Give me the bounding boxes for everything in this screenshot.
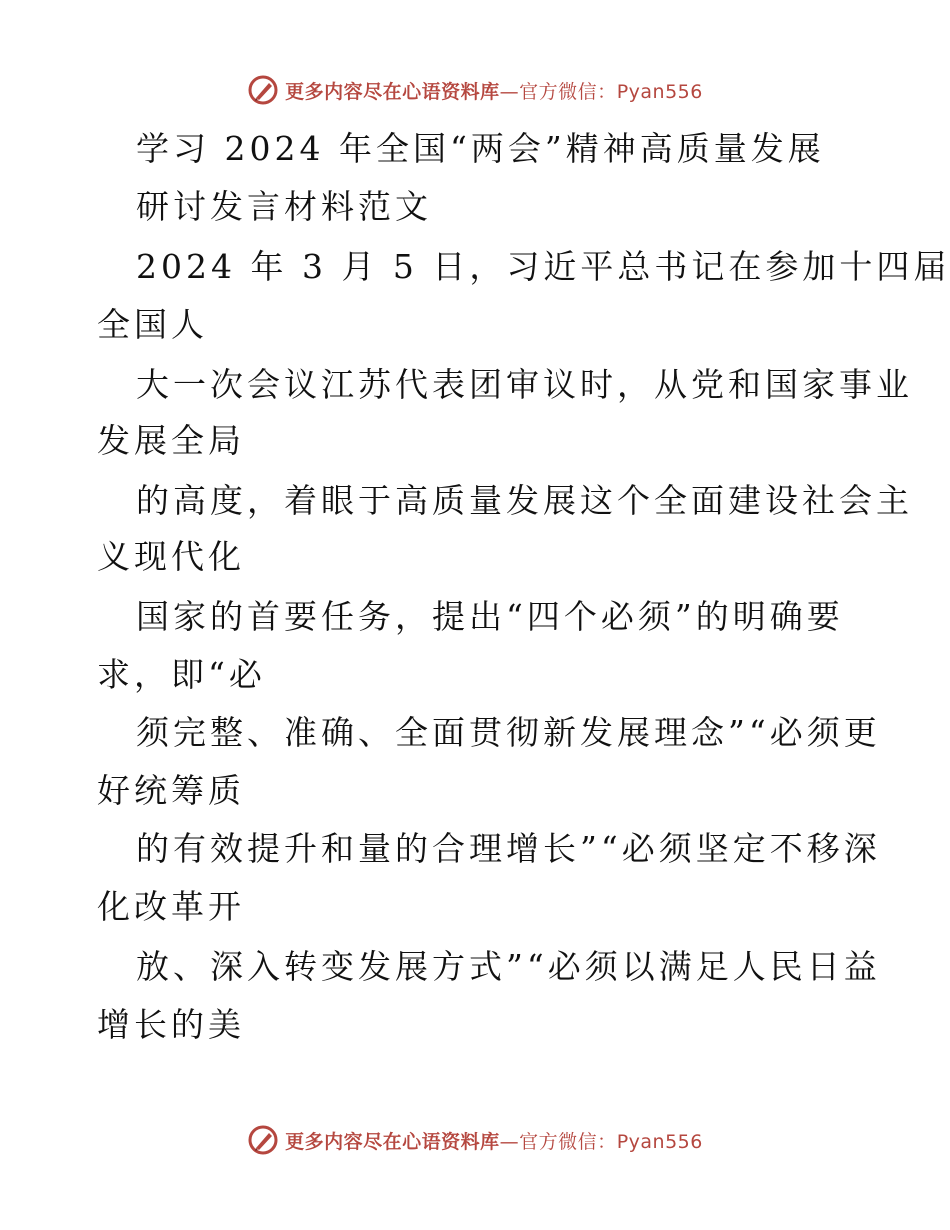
doc-title-line-2: 研讨发言材料范文	[136, 187, 432, 226]
paragraph-line: 2024 年 3 月 5 日，习近平总书记在参加十四届	[136, 247, 950, 286]
header-banner	[0, 70, 950, 110]
paragraph-line: 好统筹质	[97, 771, 245, 810]
banner-text	[285, 77, 703, 104]
paragraph-line: 发展全局	[97, 421, 245, 460]
banner-dash: —	[499, 80, 520, 103]
banner-main: 更多内容尽在心语资料库	[285, 80, 500, 103]
paragraph-line: 的高度，着眼于高质量发展这个全面建设社会主	[136, 481, 913, 520]
paragraph-line: 国家的首要任务，提出“四个必须”的明确要	[136, 597, 844, 636]
paragraph-line: 的有效提升和量的合理增长”“必须坚定不移深	[136, 829, 881, 868]
paragraph-line: 义现代化	[97, 537, 245, 576]
doc-title-line-1: 学习 2024 年全国“两会”精神高质量发展	[136, 129, 825, 168]
banner-dash: —	[499, 1130, 520, 1153]
banner-wechat-id: Pyan556	[616, 80, 703, 103]
banner-main: 更多内容尽在心语资料库	[285, 1130, 500, 1153]
paragraph-line: 放、深入转变发展方式”“必须以满足人民日益	[136, 947, 881, 986]
paragraph-line: 化改革开	[97, 887, 245, 926]
banner-text	[285, 1127, 703, 1154]
pen-logo-icon	[247, 1124, 279, 1156]
paragraph-line: 全国人	[97, 305, 208, 344]
paragraph-line: 增长的美	[97, 1005, 245, 1044]
paragraph-line: 须完整、准确、全面贯彻新发展理念”“必须更	[136, 713, 881, 752]
footer-banner	[0, 1120, 950, 1160]
banner-wechat-label: 官方微信：	[519, 1130, 617, 1153]
paragraph-line: 求，即“必	[97, 655, 266, 694]
banner-wechat-label: 官方微信：	[519, 80, 617, 103]
pen-logo-icon	[247, 74, 279, 106]
banner-wechat-id: Pyan556	[616, 1130, 703, 1153]
paragraph-line: 大一次会议江苏代表团审议时，从党和国家事业	[136, 365, 913, 404]
